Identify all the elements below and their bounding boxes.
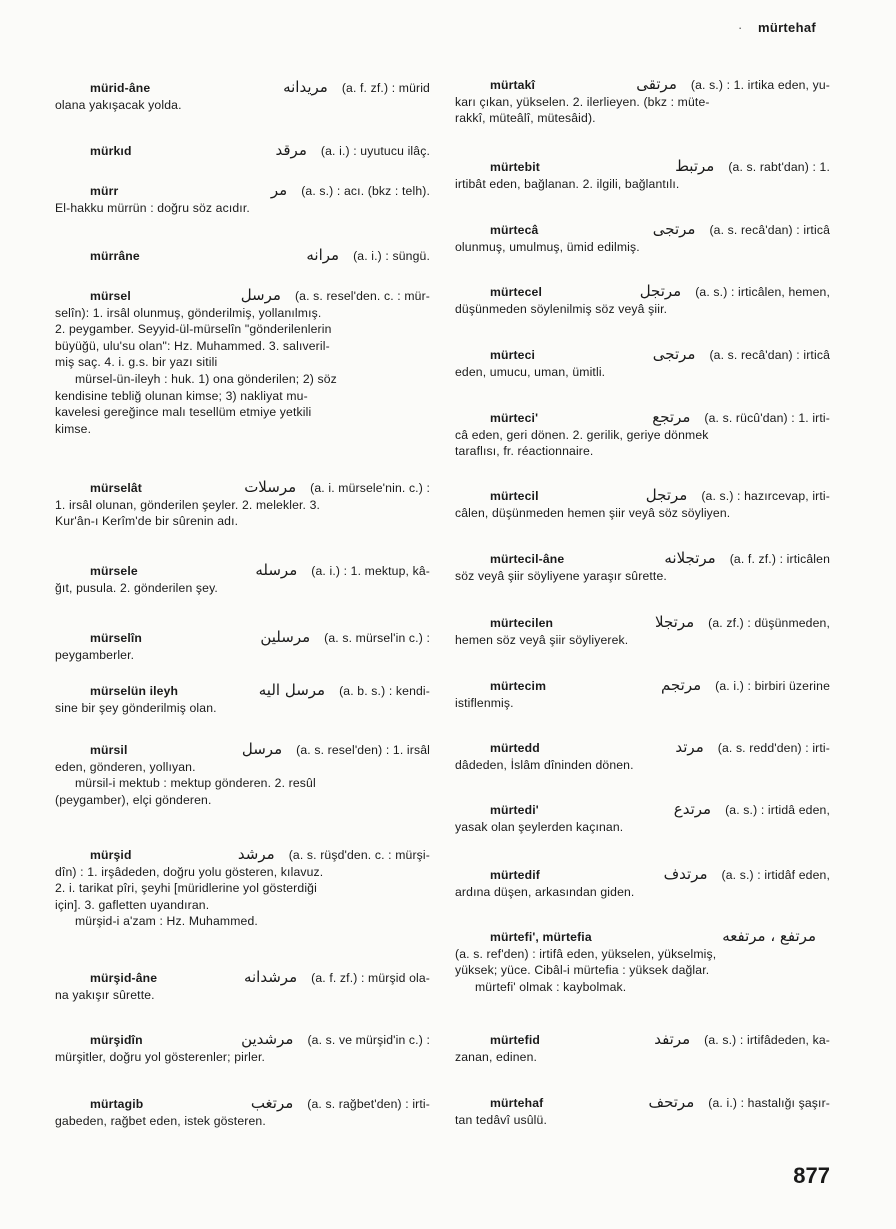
- entry-first-line: [455, 76, 830, 94]
- arabic-script: مرتجل: [639, 282, 682, 300]
- dictionary-entry: [455, 677, 830, 711]
- headword: mürr: [90, 184, 119, 198]
- definition-line: için]. 3. gafletten uyandıran.: [55, 897, 210, 912]
- entry-first-line: [55, 182, 430, 200]
- arabic-script: مرسله: [255, 561, 298, 579]
- headword: mürrâne: [90, 249, 140, 263]
- dictionary-entry: [455, 928, 830, 995]
- arabic-script: مرتجلانه: [664, 549, 716, 567]
- definition-line: eden, gönderen, yollıyan.: [55, 759, 196, 774]
- dictionary-entry: [55, 287, 430, 437]
- entry-first-line: [455, 928, 830, 946]
- headword: mürtecâ: [490, 223, 539, 237]
- entry-definition-start: (a. s. resel'den) : 1. irsâl: [296, 743, 430, 757]
- headword: mürselîn: [90, 631, 142, 645]
- entry-definition-start: (a. s.) : irtidâ eden,: [725, 803, 830, 817]
- arabic-script: مرتدف: [663, 865, 708, 883]
- definition-line: gabeden, rağbet eden, istek gösteren.: [55, 1113, 266, 1128]
- entry-first-line: [455, 677, 830, 695]
- definition-line: dîn) : 1. irşâdeden, doğru yolu gösteren, kılavuz.: [55, 864, 324, 879]
- headword: mürsele: [90, 564, 138, 578]
- dictionary-entry: [455, 346, 830, 380]
- definition-line: (a. s. ref'den) : irtifâ eden, yükselen, yükselmiş,: [455, 946, 717, 961]
- entry-definition-start: (a. s. recâ'dan) : irticâ: [709, 223, 830, 237]
- entry-first-line: [455, 739, 830, 757]
- definition-line: câlen, düşünmeden hemen şiir veyâ söz söyliyen.: [455, 505, 731, 520]
- sub-entry-line: mürtefi' olmak : kaybolmak.: [475, 979, 627, 994]
- headword: mürid-âne: [90, 81, 151, 95]
- sub-entry-line: (peygamber), elçi gönderen.: [55, 792, 212, 807]
- definition-line: yüksek; yüce. Cibâl-i mürtefia : yüksek dağlar.: [455, 963, 710, 978]
- headword: mürtecil: [490, 489, 539, 503]
- entry-definition-start: (a. i.) : hastalığı şaşır-: [708, 1096, 830, 1110]
- entry-first-line: [55, 479, 430, 497]
- entry-first-line: [455, 866, 830, 884]
- entry-first-line: [55, 741, 430, 759]
- definition-line: irtibât eden, bağlanan. 2. ilgili, bağlantılı.: [455, 176, 680, 191]
- entry-definition-start: (a. f. zf.) : mürid: [341, 81, 430, 95]
- arabic-script: مرتجم: [661, 676, 702, 694]
- headword: mürkıd: [90, 144, 132, 158]
- dictionary-entry: [455, 221, 830, 255]
- headword: mürsil: [90, 743, 128, 757]
- headword: mürşid: [90, 848, 132, 862]
- definition-line: selîn): 1. irsâl olunmuş, gönderilmiş, yollanılmış.: [55, 305, 322, 320]
- arabic-script: مرتبط: [675, 157, 715, 175]
- arabic-script: مرسل: [240, 286, 281, 304]
- definition-line: tan tedâvî usûlü.: [455, 1112, 547, 1127]
- headword: mürselât: [90, 481, 143, 495]
- definition-line: El-hakku mürrün : doğru söz acıdır.: [55, 200, 250, 215]
- entry-definition-start: (a. s. mürsel'in c.) :: [324, 631, 430, 645]
- arabic-script: مرسل: [241, 740, 283, 758]
- arabic-script: مرتجلا: [655, 613, 695, 631]
- definition-line: istiflenmiş.: [455, 695, 514, 710]
- dictionary-entry: [55, 629, 430, 663]
- definition-line: ardına düşen, arkasından giden.: [455, 884, 635, 899]
- entry-definition-start: (a. s. rücû'dan) : 1. irti-: [704, 411, 830, 425]
- headword: mürteci': [490, 411, 539, 425]
- definition-line: Kur'ân-ı Kerîm'de bir sûrenin adı.: [55, 514, 239, 529]
- headword: mürtecim: [490, 679, 547, 693]
- running-head: · mürtehaf: [758, 20, 816, 35]
- dictionary-entry: [55, 1095, 430, 1129]
- headword: mürtefi', mürtefia: [490, 930, 592, 944]
- headword: mürtecel: [490, 285, 543, 299]
- entry-first-line: [455, 283, 830, 301]
- dictionary-entry: [455, 1094, 830, 1128]
- entry-definition-start: (a. f. zf.) : irticâlen: [729, 552, 830, 566]
- arabic-script: مرسلين: [260, 628, 311, 646]
- headword: mürşid-âne: [90, 971, 158, 985]
- entry-definition-start: (a. s. redd'den) : irti-: [717, 741, 830, 755]
- dictionary-entry: [455, 801, 830, 835]
- definition-line: söz veyâ şiir söyliyene yaraşır sûrette.: [455, 568, 667, 583]
- arabic-script: مریدانه: [283, 78, 328, 96]
- arabic-script: مرتجى: [652, 345, 696, 363]
- headword: mürselün ileyh: [90, 684, 179, 698]
- entry-definition-start: (a. i.) : uyutucu ilâç.: [320, 144, 430, 158]
- arabic-script: مر: [270, 181, 288, 199]
- dictionary-entry: [455, 158, 830, 192]
- definition-line: miş saç. 4. i. g.s. bir yazı sitili: [55, 355, 218, 370]
- headword: mürtedi': [490, 803, 539, 817]
- definition-line: 2. peygamber. Seyyid-ül-mürselîn "gönderilenlerin: [55, 322, 332, 337]
- entry-definition-start: (a. s.) : 1. irtika eden, yu-: [690, 78, 830, 92]
- definition-line: düşünmeden söylenilmiş söz veyâ şiir.: [455, 301, 668, 316]
- definition-line: büyüğü, ulu'su olan": Hz. Muhammed. 3. salıveril-: [55, 338, 330, 353]
- definition-line: taraflısı, fr. réactionnaire.: [455, 444, 594, 459]
- entry-first-line: [455, 346, 830, 364]
- entry-definition-start: (a. zf.) : düşünmeden,: [708, 616, 830, 630]
- entry-first-line: [455, 1094, 830, 1112]
- dictionary-entry: [55, 969, 430, 1003]
- entry-first-line: [55, 1031, 430, 1049]
- definition-line: olana yakışacak yolda.: [55, 97, 182, 112]
- definition-line: hemen söz veyâ şiir söyliyerek.: [455, 632, 629, 647]
- entry-first-line: [55, 629, 430, 647]
- arabic-script: مرتد: [675, 738, 704, 756]
- sub-entry-line: kavelesi gereğince malı tesellüm etmiye yetkili: [55, 405, 312, 420]
- definition-line: zanan, edinen.: [455, 1049, 538, 1064]
- entry-first-line: [55, 682, 430, 700]
- headword: mürtecilen: [490, 616, 554, 630]
- entry-first-line: [455, 1031, 830, 1049]
- dictionary-entry: [55, 142, 430, 160]
- definition-line: câ eden, geri dönen. 2. gerilik, geriye dönmek: [455, 427, 709, 442]
- arabic-script: مرتجى: [652, 220, 696, 238]
- page-number: 877: [793, 1163, 830, 1188]
- entry-definition-start: (a. s. ve mürşid'in c.) :: [307, 1033, 430, 1047]
- entry-definition-start: (a. s. recâ'dan) : irticâ: [709, 348, 830, 362]
- dictionary-entry: [455, 283, 830, 317]
- headword: mürtakî: [490, 78, 536, 92]
- definition-line: ğıt, pusula. 2. gönderilen şey.: [55, 580, 218, 595]
- sub-entry-line: mürsil-i mektub : mektup gönderen. 2. resûl: [75, 776, 316, 791]
- dictionary-entry: [455, 487, 830, 521]
- arabic-script: مرتقى: [636, 75, 677, 93]
- headword: mürtedif: [490, 868, 540, 882]
- entry-definition-start: (a. s.) : hazırcevap, irti-: [701, 489, 830, 503]
- dictionary-entry: [455, 550, 830, 584]
- entry-definition-start: (a. f. zf.) : mürşid ola-: [311, 971, 430, 985]
- headword: mürtagib: [90, 1097, 144, 1111]
- entry-definition-start: (a. s. resel'den. c. : mür-: [294, 289, 430, 303]
- dictionary-entry: [455, 614, 830, 648]
- headword: mürşidîn: [90, 1033, 143, 1047]
- entry-first-line: [55, 969, 430, 987]
- entry-definition-start: (a. i. mürsele'nin. c.) :: [310, 481, 430, 495]
- dictionary-entry: [455, 866, 830, 900]
- sub-entry-line: kendisine tebliğ olunan kimse; 3) nakliyat mu-: [55, 388, 308, 403]
- arabic-script: مرشدانه: [243, 968, 298, 986]
- arabic-script: مرقد: [275, 141, 307, 159]
- entry-first-line: [55, 562, 430, 580]
- definition-line: sine bir şey gönderilmiş olan.: [55, 700, 217, 715]
- definition-line: 1. irsâl olunan, gönderilen şeyler. 2. melekler. 3.: [55, 497, 321, 512]
- definition-line: yasak olan şeylerden kaçınan.: [455, 819, 624, 834]
- sub-entry-line: mürşid-i a'zam : Hz. Muhammed.: [75, 914, 258, 929]
- entry-first-line: [455, 158, 830, 176]
- dictionary-entry: [55, 182, 430, 216]
- entry-first-line: [455, 550, 830, 568]
- definition-line: dâdeden, İslâm dîninden dönen.: [455, 757, 634, 772]
- headword: mürtehaf: [490, 1096, 544, 1110]
- dictionary-entry: [455, 409, 830, 460]
- entry-definition-start: (a. s.) : irticâlen, hemen,: [695, 285, 830, 299]
- entry-definition-start: (a. i.) : 1. mektup, kâ-: [311, 564, 430, 578]
- arabic-script: مرتفع ، مرتفعه: [722, 927, 816, 945]
- entry-definition-start: (a. i.) : süngü.: [353, 249, 430, 263]
- arabic-script: مرتجل: [645, 486, 688, 504]
- headword: mürtecil-âne: [490, 552, 565, 566]
- headword: mürtedd: [490, 741, 540, 755]
- headword: mürtebit: [490, 160, 540, 174]
- entry-definition-start: (a. s. rağbet'den) : irti-: [307, 1097, 430, 1111]
- entry-first-line: [55, 287, 430, 305]
- entry-first-line: [55, 142, 430, 160]
- sub-entry-line: kimse.: [55, 421, 92, 436]
- arabic-script: مرسل اليه: [258, 681, 326, 699]
- entry-definition-start: (a. s.) : irtidâf eden,: [721, 868, 830, 882]
- definition-line: eden, umucu, uman, ümitli.: [455, 364, 606, 379]
- definition-line: mürşitler, doğru yol gösterenler; pirler.: [55, 1049, 266, 1064]
- arabic-script: مرتدع: [673, 800, 712, 818]
- entry-first-line: [55, 1095, 430, 1113]
- definition-line: karı çıkan, yükselen. 2. ilerlieyen. (bkz : müte-: [455, 94, 710, 109]
- arabic-script: مرشد: [237, 845, 275, 863]
- entry-definition-start: (a. s. rüşd'den. c. : mürşi-: [288, 848, 430, 862]
- definition-line: na yakışır sûrette.: [55, 987, 155, 1002]
- entry-definition-start: (a. s. rabt'dan) : 1.: [728, 160, 830, 174]
- definition-line: 2. i. tarikat pîri, şeyhi [müridlerine yol gösterdiği: [55, 881, 317, 896]
- dictionary-entry: [455, 739, 830, 773]
- dictionary-entry: [55, 562, 430, 596]
- entry-first-line: [55, 79, 430, 97]
- entry-first-line: [455, 614, 830, 632]
- definition-line: rakkî, müteâlî, mütesâid).: [455, 111, 596, 126]
- entry-first-line: [455, 409, 830, 427]
- entry-first-line: [55, 846, 430, 864]
- dictionary-entry: [455, 76, 830, 127]
- dictionary-entry: [55, 479, 430, 530]
- dictionary-entry: [55, 79, 430, 113]
- dictionary-entry: [55, 247, 430, 265]
- arabic-script: مرتحف: [648, 1093, 695, 1111]
- arabic-script: مرتجع: [652, 408, 691, 426]
- entry-definition-start: (a. b. s.) : kendi-: [339, 684, 430, 698]
- dictionary-entry: [455, 1031, 830, 1065]
- dictionary-entry: [55, 741, 430, 808]
- dictionary-entry: [55, 846, 430, 930]
- entry-first-line: [455, 801, 830, 819]
- headword: mürtefid: [490, 1033, 540, 1047]
- definition-line: peygamberler.: [55, 647, 135, 662]
- arabic-script: مرتغب: [250, 1094, 294, 1112]
- sub-entry-line: mürsel-ün-ileyh : huk. 1) ona gönderilen; 2) söz: [75, 371, 337, 386]
- arabic-script: مرشدين: [241, 1030, 294, 1048]
- entry-first-line: [55, 247, 430, 265]
- dictionary-entry: [55, 682, 430, 716]
- arabic-script: مرتفد: [654, 1030, 691, 1048]
- entry-first-line: [455, 487, 830, 505]
- entry-first-line: [455, 221, 830, 239]
- entry-definition-start: (a. s.) : acı. (bkz : telh).: [301, 184, 430, 198]
- arabic-script: مرسلات: [244, 478, 297, 496]
- headword: mürteci: [490, 348, 536, 362]
- arabic-script: مرانه: [306, 246, 340, 264]
- definition-line: olunmuş, umulmuş, ümid edilmiş.: [455, 239, 640, 254]
- dictionary-entry: [55, 1031, 430, 1065]
- entry-definition-start: (a. i.) : birbiri üzerine: [715, 679, 830, 693]
- entry-definition-start: (a. s.) : irtifâdeden, ka-: [704, 1033, 830, 1047]
- headword: mürsel: [90, 289, 131, 303]
